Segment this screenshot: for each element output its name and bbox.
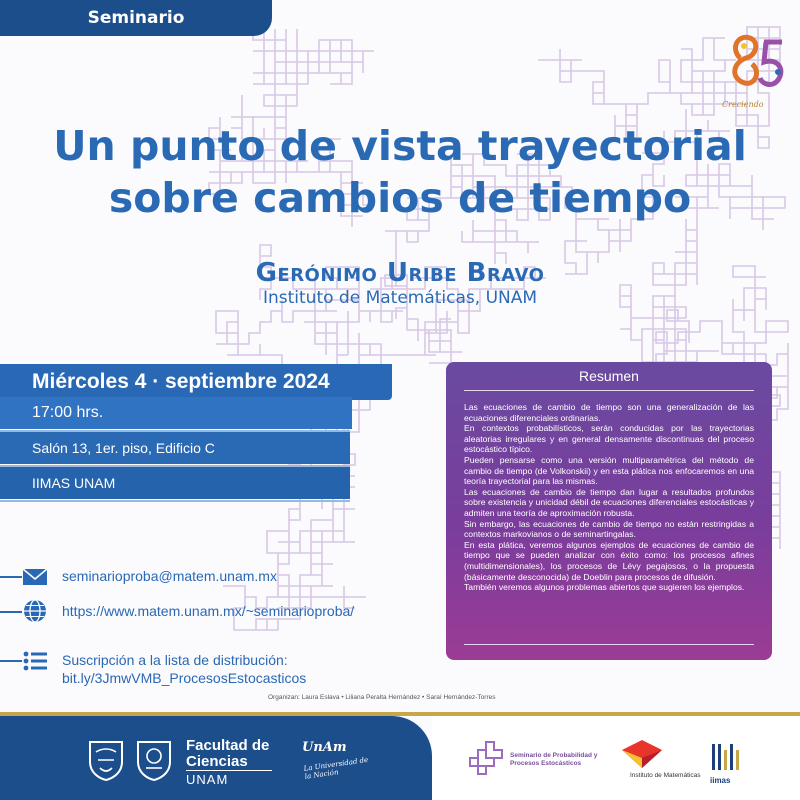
- iimas-logo: [710, 740, 740, 774]
- contact-accent-line: [0, 576, 22, 578]
- abstract-paragraph: Las ecuaciones de cambio de tiempo dan lugar a resultados profundos sobre existencia y unicidad débil de ecuaciones diferenciales estocásticas y admiten una teoría de aproximación robusta.: [464, 486, 754, 518]
- faculty-unam: UNAM: [186, 772, 229, 787]
- abstract-box: [446, 362, 772, 660]
- im-logo-text: Instituto de Matemáticas: [630, 772, 701, 779]
- abstract-paragraph: Pueden pensarse como una versión multiparamétrica del método de cambio de tiempo (de Volkonskii) y en esta plática nos enfocaremos en una teoría trayectorial para las mismas.: [464, 454, 754, 487]
- talk-title: [20, 120, 780, 224]
- faculty-crest-logo: [134, 738, 174, 782]
- contact-accent-line: [0, 660, 22, 662]
- talk-title-line1: Un punto de vista trayectorial: [53, 122, 747, 170]
- unam-script-logo: UnAm: [302, 740, 347, 755]
- abstract-paragraph: En contextos probabilísticos, serán conducidas por las trayectorias aleatorias irregulares y en general densamente discontinuas del proceso estocástico típico.: [464, 423, 754, 455]
- unam-tagline: La Universidad de la Nación: [303, 755, 369, 781]
- speaker-name: Gerónimo Uribe Bravo: [255, 258, 545, 288]
- talk-title-line2: sobre cambios de tiempo: [108, 174, 692, 222]
- speaker-affiliation: Instituto de Matemáticas, UNAM: [262, 288, 538, 308]
- event-date: Miércoles 4 · septiembre 2024: [0, 364, 392, 400]
- faculty-line2: Ciencias: [186, 753, 248, 770]
- abstract-paragraph: Las ecuaciones de cambio de tiempo son una generalización de las ecuaciones diferenciales ordinarias.: [464, 402, 754, 423]
- divider: [464, 390, 754, 391]
- faculty-name: [186, 738, 269, 770]
- event-room: Salón 13, 1er. piso, Edificio C: [0, 432, 350, 464]
- subscription-link[interactable]: bit.ly/3JmwVMB_ProcesosEstocasticos: [62, 670, 307, 686]
- anniversary-caption: Creciendo: [722, 100, 764, 109]
- abstract-heading: Resumen: [579, 368, 639, 384]
- divider: [0, 500, 350, 502]
- abstract-paragraph: También veremos algunos problemas abiertos que sugieren los ejemplos.: [464, 582, 745, 593]
- unam-crest-logo: [86, 738, 126, 782]
- website-link[interactable]: https://www.matem.unam.mx/~seminarioproba/: [62, 603, 355, 619]
- divider: [186, 770, 272, 771]
- event-time: 17:00 hrs.: [0, 397, 352, 429]
- seminar-badge: Seminario: [0, 0, 272, 36]
- abstract-text: [464, 402, 754, 593]
- abstract-paragraph: En esta plática, veremos algunos ejemplos de ecuaciones de cambio de tiempo que se pueden analizar con éxito como: los procesos afines (multidimensionales), los procesos de Lévy pegajosos, o la propuesta (básicamente desconocida) de Doeblin para procesos de difusión.: [464, 539, 754, 582]
- iimas-logo-text: iimas: [710, 776, 731, 785]
- globe-icon: [22, 598, 48, 624]
- abstract-paragraph: Sin embargo, las ecuaciones de cambio de tiempo no están restringidas a contextos markovianos o de seminartingalas.: [464, 518, 754, 540]
- subscription-label: Suscripción a la lista de distribución:: [62, 652, 288, 668]
- seminar-logo-text: Seminario de Probabilidad y Procesos Estocásticos: [510, 752, 598, 767]
- email-link[interactable]: seminarioproba@matem.unam.mx: [62, 568, 277, 584]
- divider: [464, 644, 754, 645]
- seminar-maze-logo: [466, 734, 510, 780]
- envelope-icon: [22, 564, 48, 590]
- contact-accent-line: [0, 611, 22, 613]
- im-logo: [620, 738, 664, 772]
- event-place: IIMAS UNAM: [0, 467, 350, 499]
- faculty-line1: Facultad de: [186, 737, 270, 754]
- list-icon: [22, 648, 48, 674]
- organizers: Organizan: Laura Eslava • Liliana Peralta Hernández • Saraí Hernández-Torres: [268, 694, 496, 701]
